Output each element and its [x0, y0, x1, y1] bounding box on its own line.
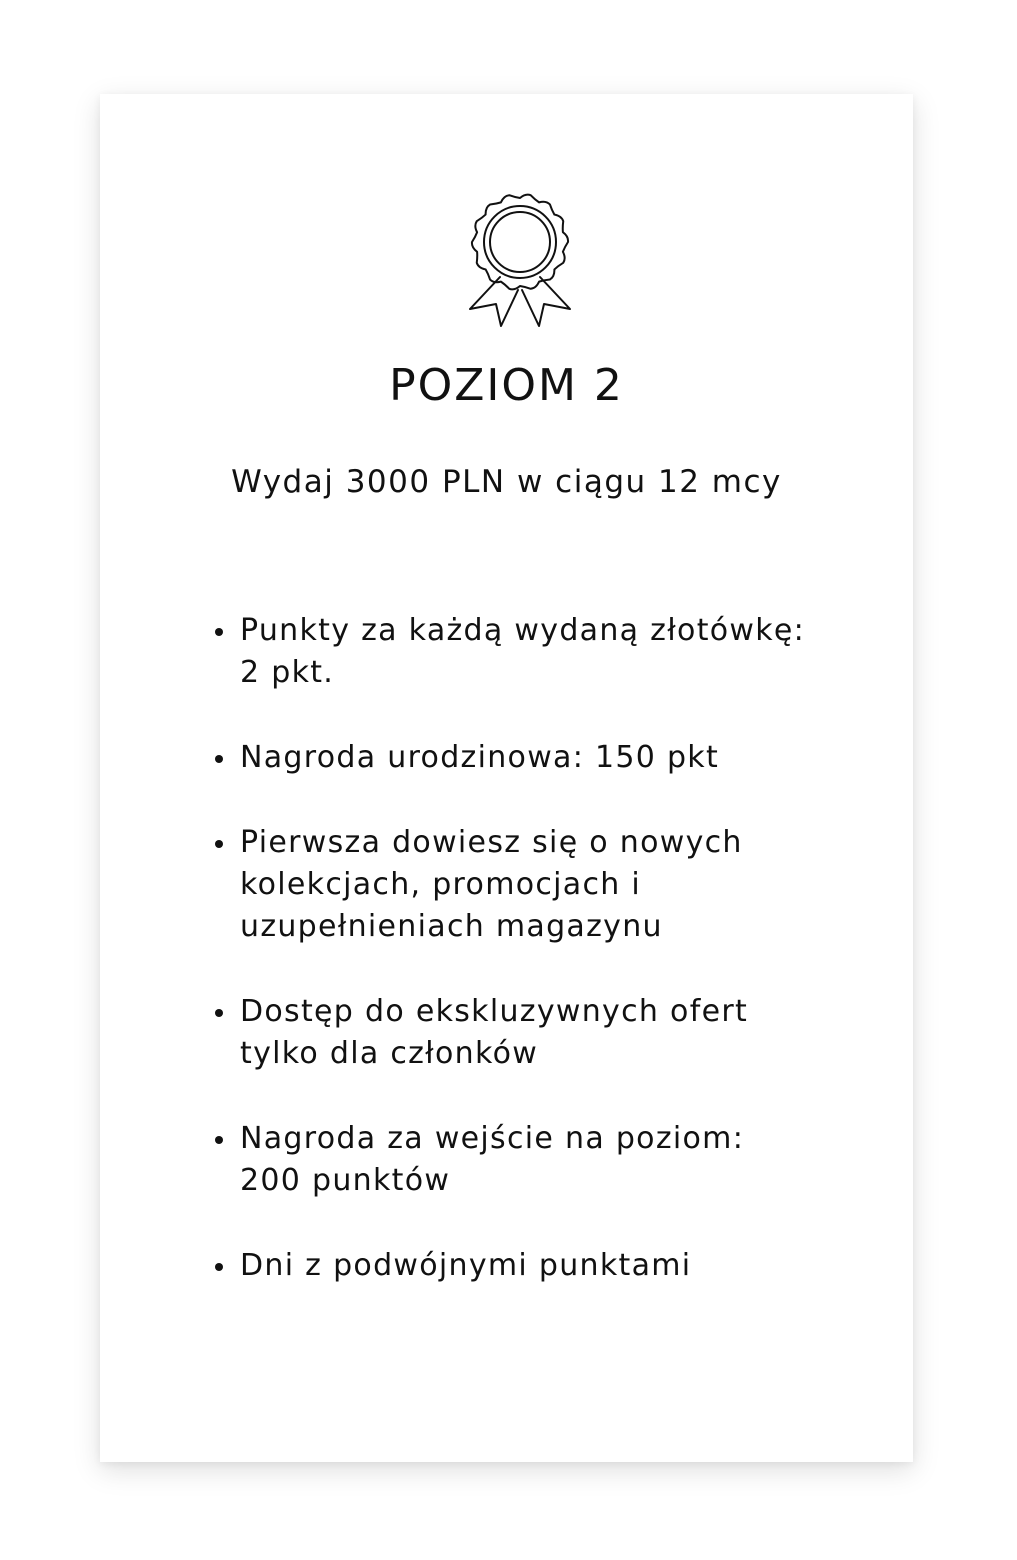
benefit-item: [215, 610, 815, 694]
benefit-text: Dni z podwójnymi punktami: [240, 1248, 692, 1283]
benefit-item: [215, 822, 815, 948]
bullet-icon: [215, 755, 223, 763]
bullet-icon: [215, 1009, 223, 1017]
benefit-item: [215, 737, 815, 779]
benefit-text: Pierwsza dowiesz się o nowych kolekcjach, promocjach i uzupełnieniach magazynu: [240, 825, 743, 944]
bullet-icon: [215, 1136, 223, 1144]
benefit-item: [215, 1118, 815, 1202]
benefit-item: [215, 1245, 815, 1287]
bullet-icon: [215, 1263, 223, 1271]
bullet-icon: [215, 840, 223, 848]
benefits-list: [215, 610, 815, 1330]
benefit-text: Punkty za każdą wydaną złotówkę: 2 pkt.: [240, 613, 806, 690]
tier-card: [100, 94, 913, 1462]
benefit-item: [215, 991, 815, 1075]
award-ribbon-icon: [468, 192, 572, 328]
bullet-icon: [215, 628, 223, 636]
benefit-text: Dostęp do ekskluzywnych ofert tylko dla członków: [240, 994, 749, 1071]
tier-requirement: Wydaj 3000 PLN w ciągu 12 mcy: [231, 464, 782, 500]
benefit-text: Nagroda za wejście na poziom: 200 punktów: [240, 1121, 745, 1198]
tier-title: POZIOM 2: [389, 360, 624, 411]
benefit-text: Nagroda urodzinowa: 150 pkt: [240, 740, 720, 775]
